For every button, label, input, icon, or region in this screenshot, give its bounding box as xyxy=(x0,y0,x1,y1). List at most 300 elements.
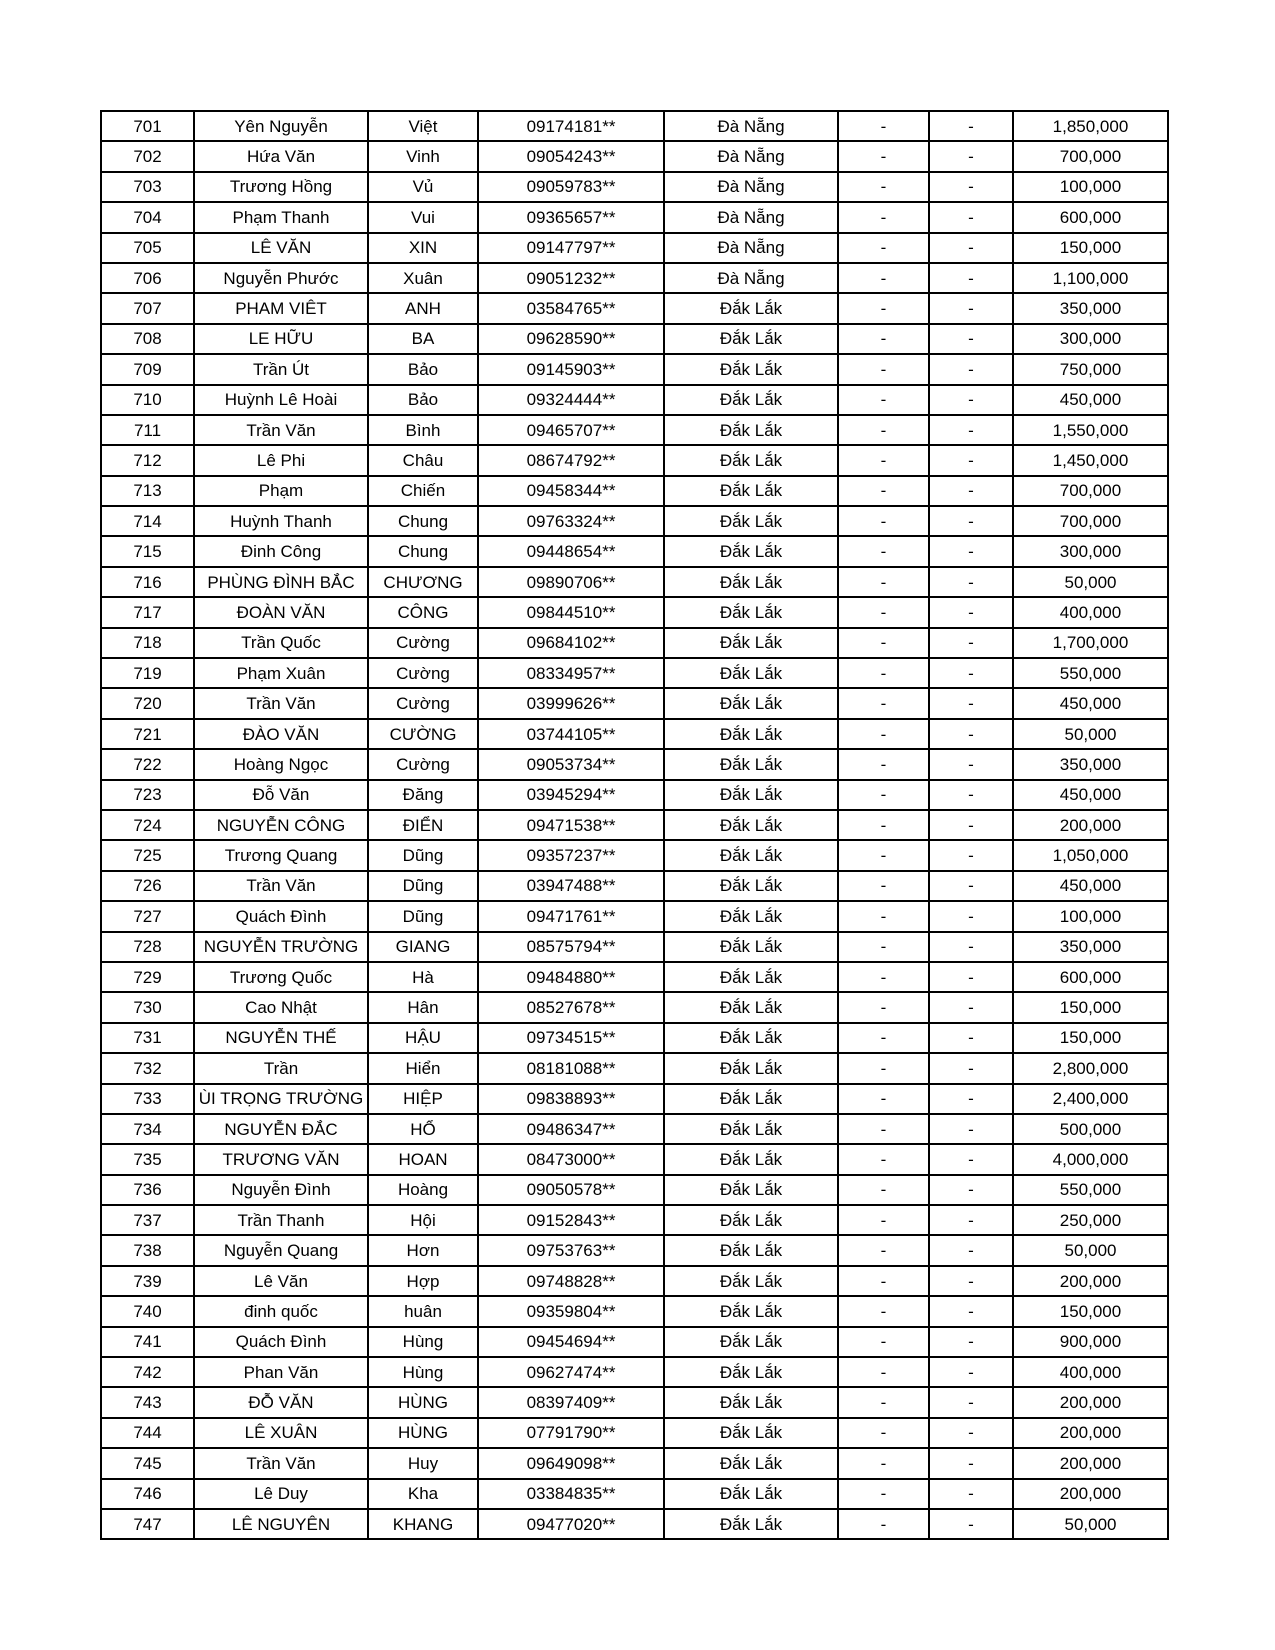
cell-blank-1: - xyxy=(838,536,929,566)
cell-given-name: Chung xyxy=(368,506,478,536)
cell-family-name: Phạm Xuân xyxy=(194,658,368,688)
cell-given-name: HÙNG xyxy=(368,1387,478,1417)
cell-family-name: Trương Quốc xyxy=(194,962,368,992)
cell-province: Đắk Lắk xyxy=(664,476,838,506)
cell-index: 707 xyxy=(101,293,194,323)
cell-blank-1: - xyxy=(838,901,929,931)
cell-given-name: Cường xyxy=(368,688,478,718)
cell-given-name: Xuân xyxy=(368,263,478,293)
table-row xyxy=(101,172,1168,202)
roster-table xyxy=(100,110,1169,1540)
cell-amount: 200,000 xyxy=(1013,810,1168,840)
cell-given-name: Cường xyxy=(368,749,478,779)
cell-index: 724 xyxy=(101,810,194,840)
cell-given-name: HẬU xyxy=(368,1023,478,1053)
cell-blank-2: - xyxy=(929,1479,1013,1509)
cell-phone: 08181088** xyxy=(478,1053,664,1083)
cell-blank-2: - xyxy=(929,1175,1013,1205)
cell-given-name: HỔ xyxy=(368,1114,478,1144)
cell-phone: 09628590** xyxy=(478,324,664,354)
table-row xyxy=(101,293,1168,323)
cell-phone: 09152843** xyxy=(478,1205,664,1235)
cell-blank-1: - xyxy=(838,1327,929,1357)
cell-amount: 50,000 xyxy=(1013,1235,1168,1265)
cell-blank-2: - xyxy=(929,719,1013,749)
cell-family-name: TRƯƠNG VĂN xyxy=(194,1144,368,1174)
cell-province: Đắk Lắk xyxy=(664,780,838,810)
cell-index: 715 xyxy=(101,536,194,566)
cell-phone: 03947488** xyxy=(478,871,664,901)
cell-amount: 150,000 xyxy=(1013,233,1168,263)
cell-given-name: BA xyxy=(368,324,478,354)
cell-amount: 150,000 xyxy=(1013,1296,1168,1326)
cell-amount: 200,000 xyxy=(1013,1387,1168,1417)
cell-phone: 09454694** xyxy=(478,1327,664,1357)
cell-family-name: Hứa Văn xyxy=(194,141,368,171)
cell-phone: 09763324** xyxy=(478,506,664,536)
cell-blank-1: - xyxy=(838,1144,929,1174)
cell-blank-2: - xyxy=(929,1387,1013,1417)
cell-amount: 1,100,000 xyxy=(1013,263,1168,293)
cell-phone: 09465707** xyxy=(478,415,664,445)
cell-blank-2: - xyxy=(929,476,1013,506)
cell-index: 733 xyxy=(101,1084,194,1114)
cell-family-name: Trương Hồng xyxy=(194,172,368,202)
cell-family-name: NGUYỄN THẾ xyxy=(194,1023,368,1053)
cell-blank-1: - xyxy=(838,1084,929,1114)
cell-province: Đắk Lắk xyxy=(664,1175,838,1205)
cell-province: Đắk Lắk xyxy=(664,1144,838,1174)
cell-blank-1: - xyxy=(838,1235,929,1265)
cell-given-name: KHANG xyxy=(368,1509,478,1539)
cell-family-name: LÊ XUÂN xyxy=(194,1418,368,1448)
cell-index: 727 xyxy=(101,901,194,931)
cell-amount: 400,000 xyxy=(1013,1357,1168,1387)
cell-amount: 500,000 xyxy=(1013,1114,1168,1144)
cell-blank-2: - xyxy=(929,324,1013,354)
cell-given-name: Huy xyxy=(368,1448,478,1478)
cell-family-name: NGUYỄN CÔNG xyxy=(194,810,368,840)
table-row xyxy=(101,871,1168,901)
cell-family-name: Lê Văn xyxy=(194,1266,368,1296)
cell-family-name: Trần Văn xyxy=(194,1448,368,1478)
cell-phone: 08575794** xyxy=(478,932,664,962)
cell-phone: 09684102** xyxy=(478,628,664,658)
cell-index: 708 xyxy=(101,324,194,354)
cell-province: Đắk Lắk xyxy=(664,597,838,627)
cell-blank-2: - xyxy=(929,1509,1013,1539)
cell-amount: 150,000 xyxy=(1013,1023,1168,1053)
cell-given-name: Cường xyxy=(368,658,478,688)
cell-family-name: ÙI TRỌNG TRƯỜNG xyxy=(194,1084,368,1114)
cell-province: Đà Nẵng xyxy=(664,263,838,293)
table-row xyxy=(101,1296,1168,1326)
cell-phone: 09147797** xyxy=(478,233,664,263)
cell-index: 711 xyxy=(101,415,194,445)
table-row xyxy=(101,1357,1168,1387)
cell-index: 718 xyxy=(101,628,194,658)
cell-family-name: Trần xyxy=(194,1053,368,1083)
cell-phone: 03584765** xyxy=(478,293,664,323)
cell-index: 713 xyxy=(101,476,194,506)
cell-family-name: Quách Đình xyxy=(194,1327,368,1357)
cell-phone: 09359804** xyxy=(478,1296,664,1326)
table-row xyxy=(101,354,1168,384)
cell-amount: 150,000 xyxy=(1013,992,1168,1022)
cell-blank-2: - xyxy=(929,445,1013,475)
cell-blank-1: - xyxy=(838,1357,929,1387)
cell-amount: 700,000 xyxy=(1013,506,1168,536)
cell-amount: 1,050,000 xyxy=(1013,840,1168,870)
cell-blank-2: - xyxy=(929,1296,1013,1326)
cell-given-name: huân xyxy=(368,1296,478,1326)
cell-family-name: NGUYỄN TRƯỜNG xyxy=(194,932,368,962)
cell-given-name: HOAN xyxy=(368,1144,478,1174)
cell-family-name: Trương Quang xyxy=(194,840,368,870)
cell-given-name: Cường xyxy=(368,628,478,658)
cell-blank-1: - xyxy=(838,780,929,810)
table-row xyxy=(101,1448,1168,1478)
cell-province: Đắk Lắk xyxy=(664,1509,838,1539)
cell-given-name: Hiển xyxy=(368,1053,478,1083)
cell-index: 716 xyxy=(101,567,194,597)
cell-blank-2: - xyxy=(929,1448,1013,1478)
cell-blank-2: - xyxy=(929,992,1013,1022)
cell-index: 712 xyxy=(101,445,194,475)
cell-index: 710 xyxy=(101,385,194,415)
table-row xyxy=(101,1235,1168,1265)
table-row xyxy=(101,719,1168,749)
cell-blank-1: - xyxy=(838,1114,929,1144)
cell-given-name: Việt xyxy=(368,111,478,141)
cell-amount: 200,000 xyxy=(1013,1418,1168,1448)
cell-index: 735 xyxy=(101,1144,194,1174)
cell-given-name: Bình xyxy=(368,415,478,445)
cell-blank-1: - xyxy=(838,111,929,141)
cell-family-name: LE HỮU xyxy=(194,324,368,354)
cell-given-name: Chung xyxy=(368,536,478,566)
table-row xyxy=(101,1084,1168,1114)
table-row xyxy=(101,1144,1168,1174)
cell-phone: 09838893** xyxy=(478,1084,664,1114)
cell-blank-1: - xyxy=(838,810,929,840)
cell-family-name: Cao Nhật xyxy=(194,992,368,1022)
cell-amount: 200,000 xyxy=(1013,1479,1168,1509)
cell-phone: 09753763** xyxy=(478,1235,664,1265)
cell-province: Đắk Lắk xyxy=(664,385,838,415)
cell-index: 739 xyxy=(101,1266,194,1296)
cell-family-name: Hoàng Ngọc xyxy=(194,749,368,779)
cell-phone: 09844510** xyxy=(478,597,664,627)
cell-blank-1: - xyxy=(838,597,929,627)
cell-given-name: ANH xyxy=(368,293,478,323)
cell-phone: 09050578** xyxy=(478,1175,664,1205)
cell-given-name: Hân xyxy=(368,992,478,1022)
cell-province: Đắk Lắk xyxy=(664,1084,838,1114)
cell-blank-2: - xyxy=(929,871,1013,901)
cell-blank-2: - xyxy=(929,1023,1013,1053)
table-row xyxy=(101,1387,1168,1417)
cell-family-name: Trần Văn xyxy=(194,415,368,445)
cell-blank-2: - xyxy=(929,567,1013,597)
table-row xyxy=(101,111,1168,141)
cell-blank-2: - xyxy=(929,172,1013,202)
cell-phone: 03384835** xyxy=(478,1479,664,1509)
cell-amount: 700,000 xyxy=(1013,141,1168,171)
cell-given-name: Châu xyxy=(368,445,478,475)
cell-blank-1: - xyxy=(838,263,929,293)
cell-amount: 300,000 xyxy=(1013,536,1168,566)
cell-amount: 1,450,000 xyxy=(1013,445,1168,475)
table-row xyxy=(101,233,1168,263)
table-row xyxy=(101,141,1168,171)
table-row xyxy=(101,901,1168,931)
cell-blank-2: - xyxy=(929,597,1013,627)
cell-phone: 03945294** xyxy=(478,780,664,810)
cell-blank-2: - xyxy=(929,506,1013,536)
cell-blank-2: - xyxy=(929,932,1013,962)
cell-index: 746 xyxy=(101,1479,194,1509)
table-row xyxy=(101,932,1168,962)
cell-blank-1: - xyxy=(838,1023,929,1053)
cell-family-name: Trần Quốc xyxy=(194,628,368,658)
cell-blank-1: - xyxy=(838,445,929,475)
cell-phone: 09059783** xyxy=(478,172,664,202)
cell-index: 741 xyxy=(101,1327,194,1357)
cell-phone: 09357237** xyxy=(478,840,664,870)
cell-province: Đắk Lắk xyxy=(664,354,838,384)
cell-given-name: HIỆP xyxy=(368,1084,478,1114)
cell-family-name: ĐÀO VĂN xyxy=(194,719,368,749)
cell-blank-1: - xyxy=(838,1509,929,1539)
cell-province: Đắk Lắk xyxy=(664,445,838,475)
cell-blank-2: - xyxy=(929,415,1013,445)
cell-family-name: PHAM VIÊT xyxy=(194,293,368,323)
cell-blank-2: - xyxy=(929,962,1013,992)
cell-blank-1: - xyxy=(838,688,929,718)
cell-index: 731 xyxy=(101,1023,194,1053)
cell-blank-1: - xyxy=(838,233,929,263)
table-row xyxy=(101,658,1168,688)
cell-index: 720 xyxy=(101,688,194,718)
cell-blank-1: - xyxy=(838,749,929,779)
cell-blank-1: - xyxy=(838,476,929,506)
cell-amount: 450,000 xyxy=(1013,780,1168,810)
table-row xyxy=(101,567,1168,597)
table-body xyxy=(101,111,1168,1539)
cell-family-name: Nguyễn Quang xyxy=(194,1235,368,1265)
cell-phone: 09053734** xyxy=(478,749,664,779)
cell-blank-2: - xyxy=(929,202,1013,232)
cell-province: Đắk Lắk xyxy=(664,1023,838,1053)
cell-blank-1: - xyxy=(838,1266,929,1296)
cell-blank-1: - xyxy=(838,324,929,354)
cell-phone: 09748828** xyxy=(478,1266,664,1296)
cell-amount: 2,800,000 xyxy=(1013,1053,1168,1083)
cell-family-name: Đinh Công xyxy=(194,536,368,566)
cell-blank-2: - xyxy=(929,1327,1013,1357)
cell-blank-1: - xyxy=(838,354,929,384)
cell-blank-1: - xyxy=(838,628,929,658)
cell-index: 745 xyxy=(101,1448,194,1478)
cell-phone: 09051232** xyxy=(478,263,664,293)
table-row xyxy=(101,1023,1168,1053)
cell-province: Đắk Lắk xyxy=(664,628,838,658)
cell-province: Đắk Lắk xyxy=(664,871,838,901)
cell-province: Đà Nẵng xyxy=(664,141,838,171)
cell-phone: 09324444** xyxy=(478,385,664,415)
cell-province: Đắk Lắk xyxy=(664,1205,838,1235)
cell-given-name: Hơn xyxy=(368,1235,478,1265)
table-row xyxy=(101,628,1168,658)
cell-index: 736 xyxy=(101,1175,194,1205)
cell-index: 730 xyxy=(101,992,194,1022)
cell-blank-2: - xyxy=(929,658,1013,688)
cell-amount: 1,550,000 xyxy=(1013,415,1168,445)
cell-blank-1: - xyxy=(838,932,929,962)
cell-phone: 09734515** xyxy=(478,1023,664,1053)
cell-amount: 1,700,000 xyxy=(1013,628,1168,658)
table-row xyxy=(101,780,1168,810)
cell-blank-2: - xyxy=(929,141,1013,171)
table-row xyxy=(101,749,1168,779)
table-row xyxy=(101,263,1168,293)
cell-index: 701 xyxy=(101,111,194,141)
cell-phone: 09471761** xyxy=(478,901,664,931)
cell-blank-1: - xyxy=(838,1175,929,1205)
table-row xyxy=(101,324,1168,354)
cell-index: 747 xyxy=(101,1509,194,1539)
cell-family-name: ĐỖ VĂN xyxy=(194,1387,368,1417)
cell-amount: 550,000 xyxy=(1013,658,1168,688)
cell-amount: 600,000 xyxy=(1013,962,1168,992)
cell-phone: 09486347** xyxy=(478,1114,664,1144)
cell-phone: 08527678** xyxy=(478,992,664,1022)
cell-blank-2: - xyxy=(929,536,1013,566)
cell-index: 714 xyxy=(101,506,194,536)
cell-index: 725 xyxy=(101,840,194,870)
cell-family-name: Đỗ Văn xyxy=(194,780,368,810)
cell-index: 709 xyxy=(101,354,194,384)
cell-given-name: Hùng xyxy=(368,1357,478,1387)
cell-blank-2: - xyxy=(929,840,1013,870)
cell-blank-1: - xyxy=(838,385,929,415)
cell-amount: 100,000 xyxy=(1013,172,1168,202)
cell-phone: 09890706** xyxy=(478,567,664,597)
cell-province: Đắk Lắk xyxy=(664,1235,838,1265)
cell-province: Đắk Lắk xyxy=(664,1114,838,1144)
cell-family-name: Phan Văn xyxy=(194,1357,368,1387)
cell-phone: 03999626** xyxy=(478,688,664,718)
cell-family-name: Trần Thanh xyxy=(194,1205,368,1235)
cell-given-name: Kha xyxy=(368,1479,478,1509)
cell-blank-1: - xyxy=(838,1448,929,1478)
cell-given-name: Hoàng xyxy=(368,1175,478,1205)
cell-family-name: đinh quốc xyxy=(194,1296,368,1326)
cell-province: Đắk Lắk xyxy=(664,415,838,445)
cell-blank-1: - xyxy=(838,506,929,536)
cell-given-name: Hội xyxy=(368,1205,478,1235)
cell-province: Đắk Lắk xyxy=(664,1327,838,1357)
cell-given-name: Vủ xyxy=(368,172,478,202)
cell-family-name: Nguyễn Đình xyxy=(194,1175,368,1205)
cell-index: 740 xyxy=(101,1296,194,1326)
cell-blank-2: - xyxy=(929,780,1013,810)
table-row xyxy=(101,1327,1168,1357)
cell-blank-2: - xyxy=(929,1053,1013,1083)
cell-given-name: Bảo xyxy=(368,385,478,415)
cell-family-name: Huỳnh Lê Hoài xyxy=(194,385,368,415)
cell-province: Đắk Lắk xyxy=(664,962,838,992)
cell-blank-1: - xyxy=(838,840,929,870)
cell-index: 744 xyxy=(101,1418,194,1448)
cell-phone: 09627474** xyxy=(478,1357,664,1387)
cell-phone: 07791790** xyxy=(478,1418,664,1448)
cell-province: Đắk Lắk xyxy=(664,992,838,1022)
cell-family-name: Yên Nguyễn xyxy=(194,111,368,141)
table-row xyxy=(101,810,1168,840)
cell-amount: 4,000,000 xyxy=(1013,1144,1168,1174)
cell-family-name: LÊ NGUYÊN xyxy=(194,1509,368,1539)
cell-amount: 1,850,000 xyxy=(1013,111,1168,141)
cell-blank-2: - xyxy=(929,1418,1013,1448)
cell-amount: 700,000 xyxy=(1013,476,1168,506)
cell-index: 722 xyxy=(101,749,194,779)
cell-index: 737 xyxy=(101,1205,194,1235)
cell-index: 721 xyxy=(101,719,194,749)
cell-province: Đắk Lắk xyxy=(664,1266,838,1296)
cell-blank-1: - xyxy=(838,658,929,688)
cell-given-name: ĐIỂN xyxy=(368,810,478,840)
cell-province: Đắk Lắk xyxy=(664,1479,838,1509)
table-row xyxy=(101,992,1168,1022)
table-row xyxy=(101,1509,1168,1539)
cell-family-name: PHÙNG ĐÌNH BẮC xyxy=(194,567,368,597)
cell-blank-1: - xyxy=(838,293,929,323)
cell-index: 732 xyxy=(101,1053,194,1083)
table-row xyxy=(101,1205,1168,1235)
cell-given-name: CƯỜNG xyxy=(368,719,478,749)
cell-family-name: Quách Đình xyxy=(194,901,368,931)
cell-index: 705 xyxy=(101,233,194,263)
cell-amount: 100,000 xyxy=(1013,901,1168,931)
cell-blank-2: - xyxy=(929,1114,1013,1144)
cell-amount: 400,000 xyxy=(1013,597,1168,627)
cell-blank-1: - xyxy=(838,567,929,597)
cell-blank-2: - xyxy=(929,354,1013,384)
cell-given-name: Dũng xyxy=(368,840,478,870)
cell-phone: 09649098** xyxy=(478,1448,664,1478)
cell-phone: 09054243** xyxy=(478,141,664,171)
cell-family-name: ĐOÀN VĂN xyxy=(194,597,368,627)
cell-province: Đắk Lắk xyxy=(664,901,838,931)
cell-province: Đắk Lắk xyxy=(664,324,838,354)
cell-family-name: Phạm xyxy=(194,476,368,506)
cell-province: Đắk Lắk xyxy=(664,567,838,597)
table-row xyxy=(101,1266,1168,1296)
cell-amount: 450,000 xyxy=(1013,871,1168,901)
cell-province: Đắk Lắk xyxy=(664,810,838,840)
cell-given-name: Bảo xyxy=(368,354,478,384)
cell-index: 723 xyxy=(101,780,194,810)
cell-amount: 50,000 xyxy=(1013,567,1168,597)
cell-family-name: Lê Phi xyxy=(194,445,368,475)
cell-amount: 900,000 xyxy=(1013,1327,1168,1357)
cell-province: Đắk Lắk xyxy=(664,658,838,688)
cell-phone: 09471538** xyxy=(478,810,664,840)
cell-given-name: Vinh xyxy=(368,141,478,171)
cell-amount: 350,000 xyxy=(1013,293,1168,323)
